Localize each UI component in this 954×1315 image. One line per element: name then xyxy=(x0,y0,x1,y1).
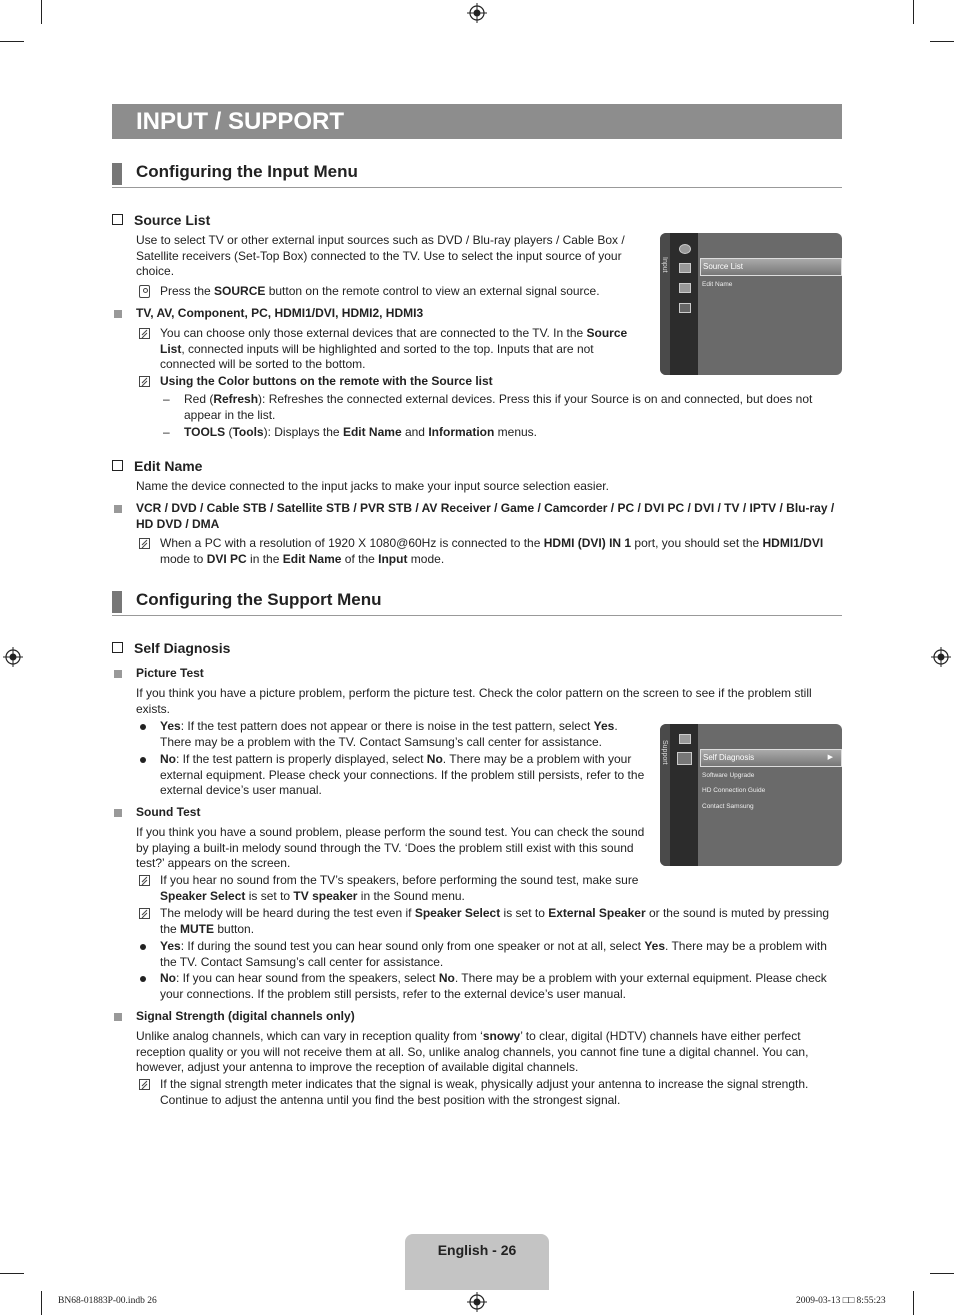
dash-marker: – xyxy=(163,392,170,406)
sound-test-no: No: If you can hear sound from the speakers, select No. There may be a problem with your external equipment. Please check your connections. If the problem still persists, refer to the external device’s user manual. xyxy=(160,971,827,1001)
menu-option-edit-name[interactable]: Edit Name xyxy=(702,281,733,288)
sound-test-yes: Yes: If during the sound test you can hear sound only from one speaker or not at all, select Yes. There may be a problem with the TV. Contact Samsung’s call center for assistance. xyxy=(160,939,827,969)
refresh-item: Red (Refresh): Refreshes the connected external devices. Press this if your Source is on and connected, but does not appear in the list. xyxy=(184,392,813,422)
menu-option-hd-connection-guide[interactable]: HD Connection Guide xyxy=(702,787,766,794)
edit-name-description: Name the device connected to the input jacks to make your input source selection easier. xyxy=(136,479,609,493)
input-icon xyxy=(679,734,691,744)
page-title: INPUT / SUPPORT xyxy=(112,104,842,139)
note-icon xyxy=(139,328,150,339)
crop-mark xyxy=(930,1273,954,1274)
sound-test-description: If you think you have a sound problem, please perform the sound test. You can check the sound by playing a built-in melody sound through the TV. ‘Does the problem still exist with this sound test?’ appears on the screen. xyxy=(136,825,645,870)
color-buttons-note: Using the Color buttons on the remote with the Source list xyxy=(160,374,493,388)
crop-mark xyxy=(0,1273,24,1274)
crop-mark xyxy=(41,0,42,24)
subheading-source-list: Source List xyxy=(112,212,210,228)
source-list-note: You can choose only those external devices that are connected to the TV. In the Source List, connected inputs will be highlighted and sorted to the top. Inputs that are not connected will be sorted to the bottom. xyxy=(160,326,628,371)
support-menu-screenshot xyxy=(660,724,842,866)
arrow-right-icon: ▶ xyxy=(827,754,833,761)
print-timestamp: 2009-03-13 □□ 8:55:23 xyxy=(796,1296,886,1306)
support-icon xyxy=(679,283,691,293)
bullet xyxy=(140,757,146,763)
sound-test-note-1: If you hear no sound from the TV’s speakers, before performing the sound test, make sure Speaker Select is set to TV speaker in the Sound menu. xyxy=(160,873,639,903)
note-icon xyxy=(139,1079,150,1090)
note-icon xyxy=(139,538,150,549)
sound-test-note-2: The melody will be heard during the test even if Speaker Select is set to External Speaker or the sound is muted by pressing the MUTE button. xyxy=(160,906,830,936)
page-number-tab xyxy=(405,1234,549,1290)
menu-option-software-upgrade[interactable]: Software Upgrade xyxy=(702,772,755,779)
menu-label: Input xyxy=(661,257,668,273)
crop-mark xyxy=(41,1291,42,1315)
help-icon xyxy=(677,752,692,765)
subheading-self-diagnosis: Self Diagnosis xyxy=(112,640,230,656)
picture-test-yes: Yes: If the test pattern does not appear or there is noise in the test pattern, select Yes. There may be a problem with the TV. Contact Samsung’s call center for assistance. xyxy=(160,719,618,749)
gear-icon xyxy=(679,244,691,254)
input-menu-screenshot xyxy=(660,233,842,375)
edit-name-note: When a PC with a resolution of 1920 X 1080@60Hz is connected to the HDMI (DVI) IN 1 port, you should set the HDMI1/DVI mode to DVI PC in the Edit Name of the Input mode. xyxy=(160,536,824,566)
signal-strength-note: If the signal strength meter indicates that the signal is weak, physically adjust your antenna to increase the signal strength. Continue to adjust the antenna until you find the best position with the strongest signal. xyxy=(160,1077,809,1107)
crop-mark xyxy=(930,41,954,42)
signal-strength-description: Unlike analog channels, which can vary in reception quality from ‘snowy’ to clear, digital (HDTV) channels have either perfect reception quality or you will not receive them at all. So, unlike analog channels, you cannot fine tune a digital channel. You can, however, adjust your antenna to improve the reception of available digital channels. xyxy=(136,1029,809,1074)
subheading-edit-name: Edit Name xyxy=(112,458,202,474)
note-icon xyxy=(139,908,150,919)
menu-selected-self-diagnosis[interactable]: Self Diagnosis ▶ xyxy=(700,749,842,767)
bullet xyxy=(140,976,146,982)
section-heading-input: Configuring the Input Menu xyxy=(112,161,842,188)
note-icon xyxy=(139,875,150,886)
section-heading-support: Configuring the Support Menu xyxy=(112,589,842,616)
crop-mark xyxy=(0,41,24,42)
picture-test-no: No: If the test pattern is properly displayed, select No. There may be a problem with your external equipment. Please check your connections. If the problem still persists, refer to the external device’s user manual. xyxy=(160,752,645,797)
remote-icon xyxy=(139,285,150,298)
help-icon xyxy=(679,303,691,313)
print-file-info: BN68-01883P-00.indb 26 xyxy=(58,1296,157,1306)
bullet xyxy=(140,944,146,950)
registration-mark-icon xyxy=(467,3,487,23)
menu-option-contact-samsung[interactable]: Contact Samsung xyxy=(702,803,754,810)
registration-mark-icon xyxy=(931,647,951,667)
crop-mark xyxy=(913,0,914,24)
bullet xyxy=(140,724,146,730)
dash-marker: – xyxy=(163,425,170,439)
picture-test-description: If you think you have a picture problem, perform the picture test. Check the color pattern on the screen to see if the problem still exists. xyxy=(136,686,812,716)
menu-selected-source-list[interactable]: Source List xyxy=(700,258,842,276)
note-icon xyxy=(139,376,150,387)
menu-label: Support xyxy=(661,740,668,765)
tools-item: TOOLS (Tools): Displays the Edit Name and Information menus. xyxy=(184,425,538,439)
crop-mark xyxy=(913,1291,914,1315)
input-icon xyxy=(679,263,691,273)
registration-mark-icon xyxy=(467,1292,487,1312)
remote-note: Press the SOURCE button on the remote control to view an external signal source. xyxy=(160,284,600,298)
registration-mark-icon xyxy=(3,647,23,667)
page-number: English - 26 xyxy=(437,1242,517,1258)
source-list-description: Use to select TV or other external input sources such as DVD / Blu-ray players / Cable Box / Satellite receivers (Set-Top Box) connected to the TV. Use to select the input source of your choice. xyxy=(136,233,625,278)
